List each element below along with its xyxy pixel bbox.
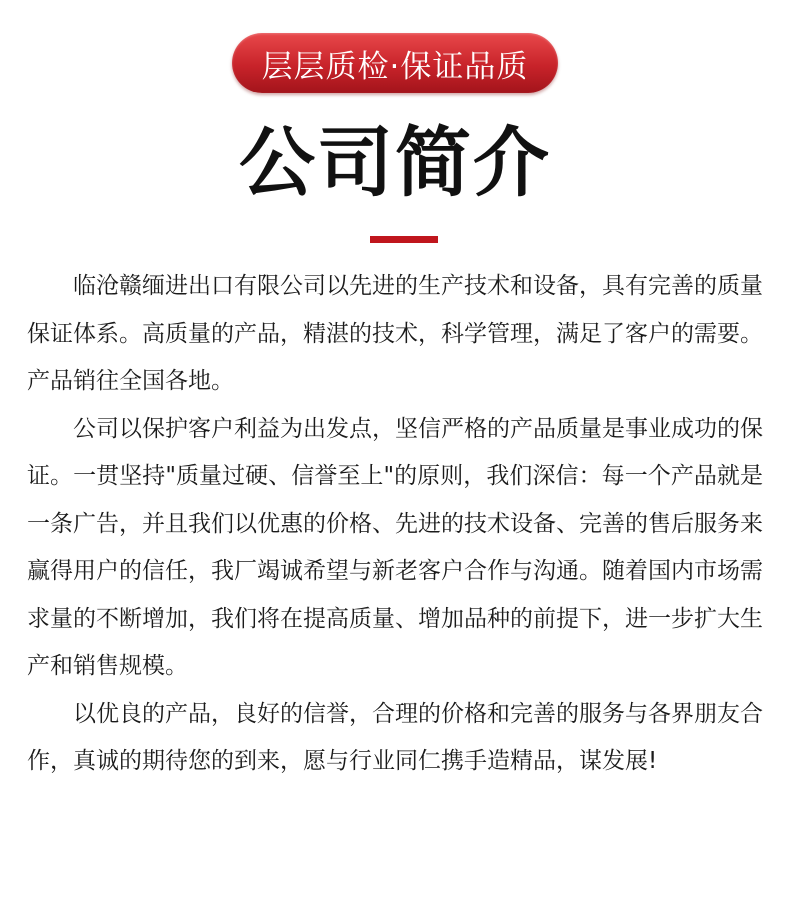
page-title: 公司简介 <box>239 118 551 207</box>
company-intro-body <box>27 263 763 786</box>
intro-paragraph-2: 公司以保护客户利益为出发点，坚信严格的产品质量是事业成功的保证。一贯坚持"质量过硬、信誉至上"的原则，我们深信：每一个产品就是一条广告，并且我们以优惠的价格、先进的技术设备、完善的售后服务来赢得用户的信任，我厂竭诚希望与新老客户合作与沟通。随着国内市场需求量的不断增加，我们将在提高质量、增加品种的前提下，进一步扩大生产和销售规模。 <box>27 415 763 679</box>
slogan-text: 层层质检·保证品质 <box>261 48 529 85</box>
slogan-badge <box>232 33 558 93</box>
intro-paragraph-3: 以优良的产品，良好的信誉，合理的价格和完善的服务与各界朋友合作，真诚的期待您的到来，愿与行业同仁携手造精品，谋发展! <box>27 700 763 774</box>
intro-paragraph-1: 临沧赣缅进出口有限公司以先进的生产技术和设备，具有完善的质量保证体系。高质量的产品，精湛的技术，科学管理，满足了客户的需要。产品销往全国各地。 <box>27 273 763 394</box>
title-divider <box>370 236 438 243</box>
